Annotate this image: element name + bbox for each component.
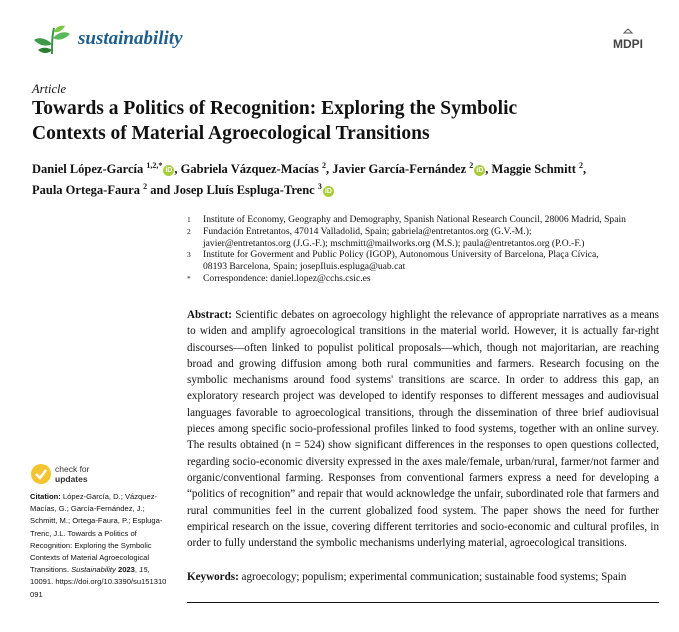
affiliation-number	[187, 261, 203, 273]
affiliation-text: Correspondence: daniel.lopez@cchs.csic.es	[203, 272, 371, 284]
author-affiliation-ref: 3	[317, 182, 322, 192]
affiliations-list	[187, 214, 657, 285]
author-list	[32, 157, 662, 199]
affiliation-number	[187, 238, 203, 250]
citation-journal: Sustainability	[71, 565, 116, 575]
check-updates-line: check for	[55, 464, 90, 474]
affiliation-item	[187, 214, 657, 226]
article-title	[32, 96, 662, 146]
citation-year: 2023	[117, 565, 135, 575]
author-separator: ,	[326, 162, 333, 177]
abstract	[187, 307, 659, 551]
abstract-label: Abstract:	[187, 309, 232, 321]
check-updates-icon	[30, 463, 52, 485]
sustainability-leaf-logo-icon	[32, 24, 72, 58]
author-affiliation-ref: 2	[322, 161, 327, 170]
author-name: Maggie Schmitt	[491, 162, 576, 177]
check-updates-text	[55, 465, 90, 484]
affiliation-item	[187, 273, 657, 285]
author-affiliation-ref: 2	[579, 161, 584, 170]
affiliation-item	[187, 249, 657, 261]
affiliation-text: Institute of Economy, Geography and Demography, Spanish National Research Council, 28006 Madrid, Spain	[203, 214, 626, 225]
check-for-updates-button[interactable]	[30, 463, 150, 487]
affiliation-text: Fundación Entretantos, 47014 Valladolid, Spain; gabriela@entretantos.org (G.V.-M.);	[203, 225, 532, 237]
title-line: Towards a Politics of Recognition: Exploring the Symbolic	[32, 98, 518, 119]
affiliation-item	[187, 226, 657, 238]
publisher-name: MDPI	[613, 37, 643, 51]
author-name: Josep Lluís Espluga-Trenc	[173, 183, 315, 198]
keywords-label: Keywords:	[187, 571, 239, 583]
journal-header	[32, 22, 662, 62]
author-separator: and	[147, 183, 174, 198]
affiliation-text: Institute for Goverment and Public Policy (IGOP), Autonomous University of Barcelona, Plaça Cívica,	[203, 249, 599, 261]
citation-label: Citation:	[30, 492, 61, 501]
author-line	[32, 157, 662, 178]
keywords-text: agroecology; populism; experimental communication; sustainable food systems; Spain	[241, 571, 627, 583]
author-affiliation-ref: 2	[143, 182, 148, 192]
author-separator: ,	[485, 162, 492, 177]
affiliation-text: 08193 Barcelona, Spain; josepIluis.espluga@uab.cat	[203, 261, 406, 273]
section-divider	[187, 602, 659, 603]
author-name: Javier García-Fernández	[332, 162, 467, 177]
author-name: Daniel López-García	[32, 162, 144, 177]
affiliation-text: javier@entretantos.org (J.G.-F.); mschmitt@mailworks.org (M.S.); paula@entretantos.org (P.O.-F.)	[203, 237, 585, 249]
affiliation-number: 3	[187, 250, 191, 260]
abstract-text: Scientific debates on agroecology highlight the relevance of appropriate narratives as a means to widen and amplify agroecological transitions in the material world. However, it is actually far-right discourses—often linked to populist political proposals—which, though not majoritarian, are reaching broad and growing diffusion among both rural communities and farmers. Research focusing on the symbolic mechanisms around food systems' transitions are scarce. In order to address this gap, an exploratory research project was developed to identify responses to different messages and audiovisual languages favorable to agroecological transitions, through the dissemination of three brief audiovisual pieces among specific socio-professional profiles linked to food systems, together with an online survey. The results obtained (n = 524) show significant differences in the responses to open questions collected, regarding socio-economic diversity expressed in the axes male/female, urban/rural, farmer/not farmer and organic/conventional farming. Responses from conventional farmers express a need for developing a “politics of recognition” and repair that would acknowledge the unfair, subordinated role that farmers and rural communities feel in the current globalized food system. The paper shows the need for further empirical research on the issue, covering different territories and socio-economic and cultural profiles, in order to fully understand the symbolic mechanisms underlying material, agroecological transitions.	[187, 309, 659, 550]
affiliation-item	[187, 238, 657, 250]
citation-authors: López-García, D.; Vázquez-Macías, G.; García-Fernández, J.; Schmitt, M.; Ortega-Faura, P.; Espluga-Trenc, J.L. Towards a Politics of Recognition: Exploring the Symbolic Contexts of Material Agroecological Transitions.	[30, 492, 163, 575]
author-affiliation-ref: 2	[469, 161, 474, 170]
check-updates-line: updates	[55, 473, 88, 484]
citation-doi-link[interactable]: https://doi.org/10.3390/su151310091	[30, 577, 167, 599]
affiliation-number: 1	[187, 215, 191, 224]
orcid-icon[interactable]: iD	[324, 188, 332, 196]
orcid-icon[interactable]: iD	[476, 167, 484, 175]
author-separator: ,	[174, 162, 181, 177]
citation-block: Citation: López-García, D.; Vázquez-Macías, G.; García-Fernández, J.; Schmitt, M.; Ortega-Faura, P.; Espluga-Trenc, J.L. Towards a Politics of Recognition: Exploring the Symbolic Contexts of Material Agroecological Transitions. Sustainability 2023, 15, 10091. https://doi.org/10.3390/su151310091	[30, 492, 167, 599]
citation-volume: 15	[139, 565, 148, 575]
author-separator: ,	[583, 162, 587, 177]
affiliation-item	[187, 261, 657, 273]
affiliation-number: *	[187, 273, 191, 283]
article-type-label: Article	[32, 82, 67, 96]
title-line: Contexts of Material Agroecological Transitions	[32, 123, 430, 144]
journal-name[interactable]: sustainability	[78, 28, 183, 49]
mdpi-logo-icon[interactable]	[602, 28, 654, 54]
author-line	[32, 178, 662, 199]
citation-pages: 10091.	[30, 577, 54, 587]
author-name: Gabriela Vázquez-Macías	[180, 162, 319, 177]
orcid-icon[interactable]: iD	[165, 167, 173, 175]
author-name: Paula Ortega-Faura	[32, 183, 140, 198]
author-affiliation-ref: 1,2,*	[146, 161, 163, 170]
keywords	[187, 570, 659, 585]
affiliation-number: 2	[187, 226, 191, 236]
